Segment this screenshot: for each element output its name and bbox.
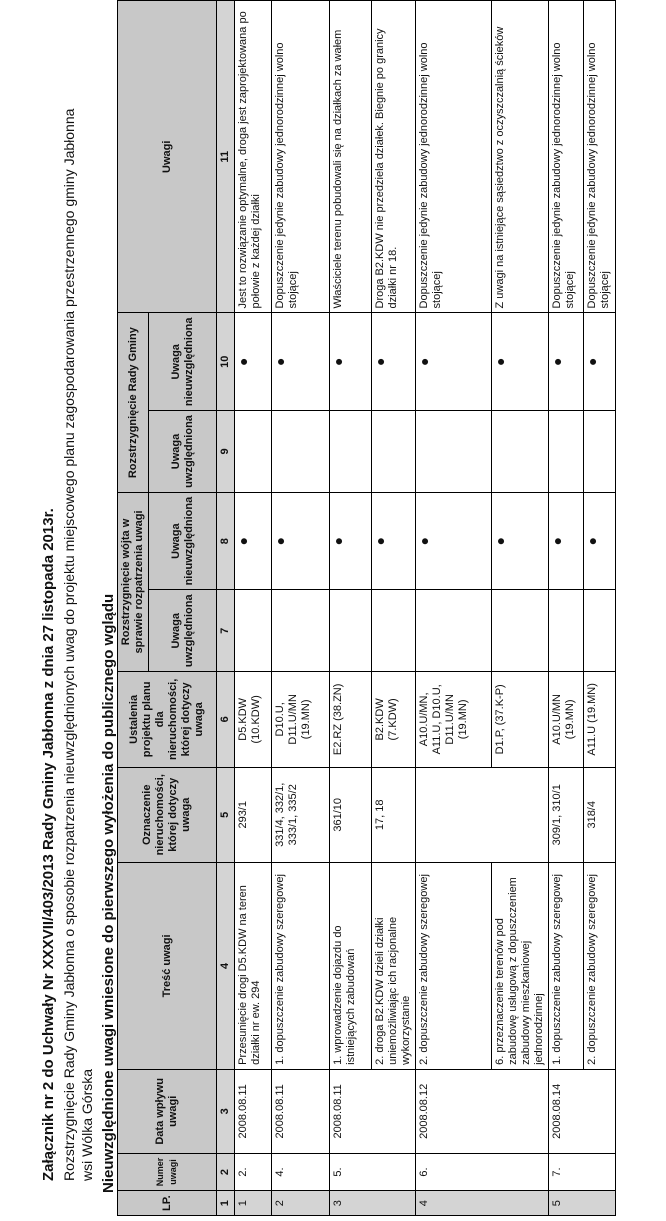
document-title: Załącznik nr 2 do Uchwały Nr XXXVII/403/2013 Rady Gminy Jabłonna z dnia 27 listopada 2013r.: [40, 508, 57, 1181]
cell-oznaczenie: 17, 18: [372, 767, 416, 862]
cell-nr: 7.: [549, 1153, 616, 1191]
dot-icon: ●: [584, 313, 616, 411]
cell-data: 2008.08.11: [235, 1069, 272, 1153]
cell-lp: 4: [416, 1191, 549, 1216]
cell-tresc: 2. dopuszczenie zabudowy szeregowej: [584, 862, 616, 1069]
cell-tresc: Przesunięcie drogi D5.KDW na teren działki nr ew. 294: [235, 862, 272, 1069]
cell-rada-uwzgl: [272, 411, 330, 493]
cell-wojt-uwzgl: [416, 590, 492, 672]
col-number: 11: [217, 1, 235, 313]
col-wojt-nieuwzgl: Uwaga nieuwzględniona: [149, 492, 217, 590]
table-row: [416, 1, 492, 1216]
cell-tresc: 2. dopuszczenie zabudowy szeregowej: [416, 862, 492, 1069]
col-wojt: Rozstrzygnięcie wójta w sprawie rozpatrzenia uwagi: [118, 492, 149, 671]
cell-lp: 2: [272, 1191, 330, 1216]
cell-uwagi: Dopuszczenie jedynie zabudowy jednorodzinnej wolno stojącej: [272, 1, 330, 313]
cell-uwagi: Droga B2.KDW nie przedziela działek. Biegnie po granicy działki nr 18.: [372, 1, 416, 313]
dot-icon: ●: [549, 492, 584, 590]
cell-lp: 3: [330, 1191, 416, 1216]
document-subtitle: Rozstrzygnięcie Rady Gminy Jabłonna o sposobie rozpatrzenia nieuwzględnionych uwag do projektu miejscowego planu zagospodarowania przestrzennego gminy Jabłonna wsi Wólka Górska: [61, 108, 95, 1181]
cell-ustalenia: A10.U/MN, A11.U, D10.U, D11.U/MN (19.MN): [416, 672, 492, 767]
cell-uwagi: Z uwagi na istniejące sąsiedztwo z oczyszczalnią ścieków: [492, 1, 549, 313]
cell-oznaczenie: 318/4: [584, 767, 616, 862]
cell-nr: 2.: [235, 1153, 272, 1191]
cell-tresc: 1. dopuszczenie zabudowy szeregowej: [272, 862, 330, 1069]
cell-ustalenia: E2.RZ (38.ZN): [330, 672, 372, 767]
cell-ustalenia: D5.KDW (10.KDW): [235, 672, 272, 767]
remarks-table: [117, 0, 616, 1216]
table-row: [549, 1, 584, 1216]
cell-ustalenia: B2.KDW (7.KDW): [372, 672, 416, 767]
section-heading: Nieuwzględnione uwagi wniesione do pierwszego wyłożenia do publicznego wglądu: [100, 593, 117, 1193]
col-number: 8: [217, 492, 235, 590]
cell-ustalenia: A11.U (19.MN): [584, 672, 616, 767]
cell-oznaczenie: 361/10: [330, 767, 372, 862]
cell-tresc: 1. dopuszczenie zabudowy szeregowej: [549, 862, 584, 1069]
dot-icon: ●: [584, 492, 616, 590]
col-oznaczenie: Oznaczenie nieruchomości, której dotyczy uwaga: [118, 767, 217, 862]
dot-icon: ●: [372, 492, 416, 590]
cell-uwagi: Jest to rozwiązanie optymalne, droga jest zaprojektowana po połowie z każdej działki: [235, 1, 272, 313]
cell-data: 2008.08.14: [549, 1069, 616, 1153]
cell-rada-uwzgl: [372, 411, 416, 493]
col-number: 5: [217, 767, 235, 862]
cell-uwagi: Właściciele terenu pobudowali się na działkach za wałem: [330, 1, 372, 313]
col-uwagi: Uwagi: [118, 1, 217, 313]
col-number: 1: [217, 1191, 235, 1216]
cell-wojt-uwzgl: [330, 590, 372, 672]
table-row: [492, 1, 549, 1216]
cell-nr: 6.: [416, 1153, 549, 1191]
col-tresc: Treść uwagi: [118, 862, 217, 1069]
cell-rada-uwzgl: [330, 411, 372, 493]
dot-icon: ●: [416, 313, 492, 411]
dot-icon: ●: [235, 492, 272, 590]
cell-wojt-uwzgl: [549, 590, 584, 672]
dot-icon: ●: [492, 313, 549, 411]
dot-icon: ●: [330, 313, 372, 411]
dot-icon: ●: [416, 492, 492, 590]
cell-oznaczenie: 331/4, 332/1, 333/1, 335/2: [272, 767, 330, 862]
table-row: [272, 1, 330, 1216]
cell-nr: 5.: [330, 1153, 416, 1191]
col-rada-nieuwzgl: Uwaga nieuwzględniona: [149, 313, 217, 411]
cell-nr: 4.: [272, 1153, 330, 1191]
cell-wojt-uwzgl: [584, 590, 616, 672]
col-number: 6: [217, 672, 235, 767]
table-row: [235, 1, 272, 1216]
col-wojt-uwzgl: Uwaga uwzględniona: [149, 590, 217, 672]
cell-oznaczenie: 309/1, 310/1: [549, 767, 584, 862]
cell-data: 2008.08.12: [416, 1069, 549, 1153]
cell-wojt-uwzgl: [372, 590, 416, 672]
col-number: 7: [217, 590, 235, 672]
col-rada: Rozstrzygnięcie Rady Gminy: [118, 313, 149, 492]
cell-uwagi: Dopuszczenie jedynie zabudowy jednorodzinnej wolno stojącej: [549, 1, 584, 313]
table-row: [372, 1, 416, 1216]
cell-wojt-uwzgl: [272, 590, 330, 672]
col-number: 3: [217, 1069, 235, 1153]
table-row: [330, 1, 372, 1216]
cell-lp: 5: [549, 1191, 616, 1216]
cell-wojt-uwzgl: [235, 590, 272, 672]
cell-wojt-uwzgl: [492, 590, 549, 672]
cell-rada-uwzgl: [235, 411, 272, 493]
cell-oznaczenie: [416, 767, 549, 862]
dot-icon: ●: [272, 313, 330, 411]
dot-icon: ●: [549, 313, 584, 411]
cell-tresc: 6. przeznaczenie terenów pod zabudowę usługową z dopuszczeniem zabudowy mieszkaniowej jednorodzinnej: [492, 862, 549, 1069]
col-number: 9: [217, 411, 235, 493]
cell-ustalenia: A10.U/MN (19.MN): [549, 672, 584, 767]
cell-rada-uwzgl: [549, 411, 584, 493]
dot-icon: ●: [330, 492, 372, 590]
cell-ustalenia: D1.P, (37.K-P): [492, 672, 549, 767]
cell-lp: 1: [235, 1191, 272, 1216]
cell-rada-uwzgl: [416, 411, 492, 493]
cell-ustalenia: D10.U, D11.U/MN (19.MN): [272, 672, 330, 767]
dot-icon: ●: [372, 313, 416, 411]
cell-data: 2008.08.11: [330, 1069, 416, 1153]
table-row: [584, 1, 616, 1216]
cell-uwagi: Dopuszczenie jedynie zabudowy jednorodzinnej wolno stojącej: [416, 1, 492, 313]
dot-icon: ●: [272, 492, 330, 590]
col-number: 2: [217, 1153, 235, 1191]
cell-oznaczenie: 293/1: [235, 767, 272, 862]
dot-icon: ●: [492, 492, 549, 590]
col-number: 10: [217, 313, 235, 411]
cell-data: 2008.08.11: [272, 1069, 330, 1153]
cell-tresc: 2. droga B2.KDW dzieli działki uniemożliwiając ich racjonalne wykorzystanie: [372, 862, 416, 1069]
cell-tresc: 1. wprowadzenie dojazdu do istniejących zabudowań: [330, 862, 372, 1069]
col-ustalenia: Ustalenia projektu planu dla nieruchomości, której dotyczy uwaga: [118, 672, 217, 767]
col-data: Data wpływu uwagi: [118, 1069, 217, 1153]
col-number: 4: [217, 862, 235, 1069]
cell-rada-uwzgl: [492, 411, 549, 493]
dot-icon: ●: [235, 313, 272, 411]
col-numer: Numer uwagi: [118, 1153, 217, 1191]
cell-uwagi: Dopuszczenie jedynie zabudowy jednorodzinnej wolno stojącej: [584, 1, 616, 313]
col-rada-uwzgl: Uwaga uwzględniona: [149, 411, 217, 493]
col-lp: LP.: [118, 1191, 217, 1216]
cell-rada-uwzgl: [584, 411, 616, 493]
